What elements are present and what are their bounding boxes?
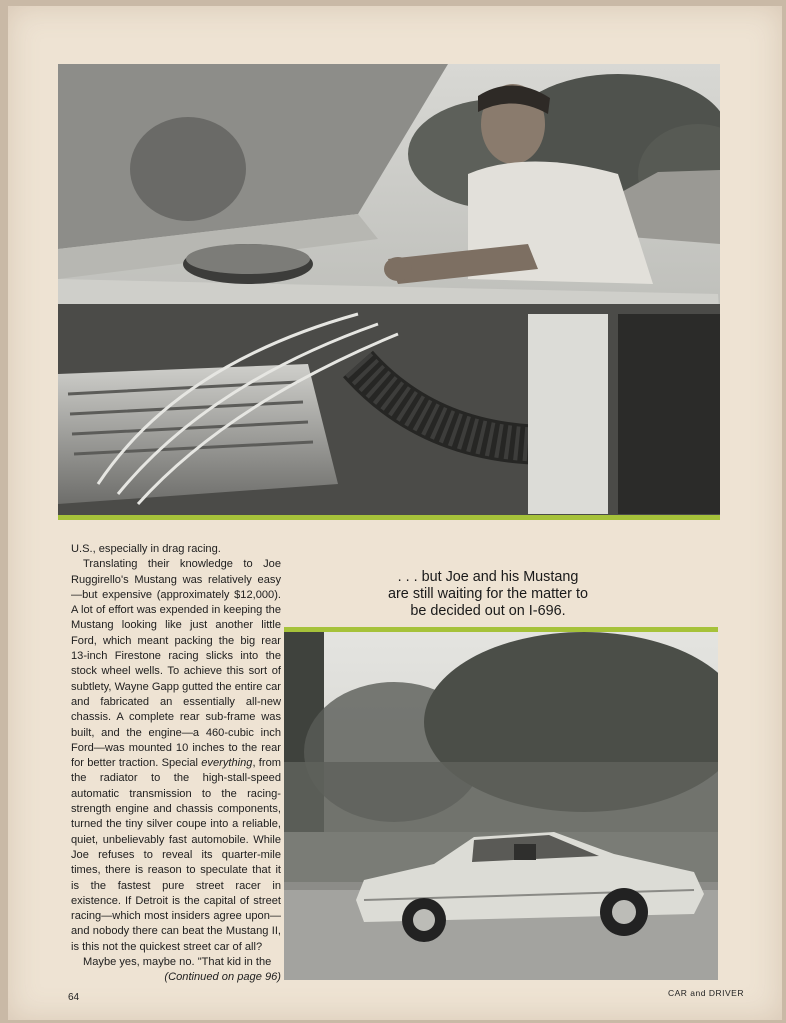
paragraph-2-rest: , from the radiator to the high-stall-speed automatic transmission to the racing-strength engine and chassis components, turned the tiny silver coupe into a reliable, quiet, unbelievably fast automobile. While Joe refuses to reveal its quarter-mile times, there is reason to speculate that it is the fastest pure street racer in existence. If Detroit is the capital of street racing—which most insiders agree upon—and nobody there can beat the Mustang II, is this not the quickest street car of all?	[71, 757, 281, 953]
caption-line-1: . . . but Joe and his Mustang	[397, 569, 579, 585]
continued-line: (Continued on page 96)	[164, 971, 281, 984]
magazine-page	[8, 6, 782, 1020]
paragraph-2-special: Special	[161, 757, 202, 770]
mustang-illustration	[284, 632, 718, 980]
engine-bay-illustration	[58, 64, 720, 516]
engine-bay-photo	[58, 64, 720, 516]
paragraph-3: Maybe yes, maybe no. "That kid in the	[83, 956, 272, 969]
page-number: 64	[68, 992, 80, 1003]
top-photo-accent-bar	[58, 515, 720, 520]
magazine-name: CAR and DRIVER	[668, 988, 744, 998]
mustang-driving-photo	[284, 632, 718, 980]
paragraph-2	[71, 557, 281, 955]
photo-caption	[308, 569, 668, 619]
paragraph-2-emphasis: everything	[201, 757, 253, 770]
caption-line-3: be decided out on I-696.	[410, 602, 566, 619]
article-body	[71, 542, 281, 986]
caption-line-2: are still waiting for the matter to	[388, 585, 588, 602]
paragraph-1: U.S., especially in drag racing.	[71, 543, 221, 555]
paragraph-2-text: Translating their knowledge to Joe Ruggirello's Mustang was relatively easy—but expensive (approximately $12,000). A lot of effort was expended in keeping the Mustang looking like just another little Ford, which meant packing the big rear 13-inch Firestone racing slicks into the stock wheel wells. To achieve this sort of subtlety, Wayne Gapp gutted the entire car and fabricated an essentially all-new chassis. A complete rear sub-frame was built, and the engine—a 460-cubic inch Ford—was mounted 10 inches to the rear for better traction.	[71, 558, 281, 770]
